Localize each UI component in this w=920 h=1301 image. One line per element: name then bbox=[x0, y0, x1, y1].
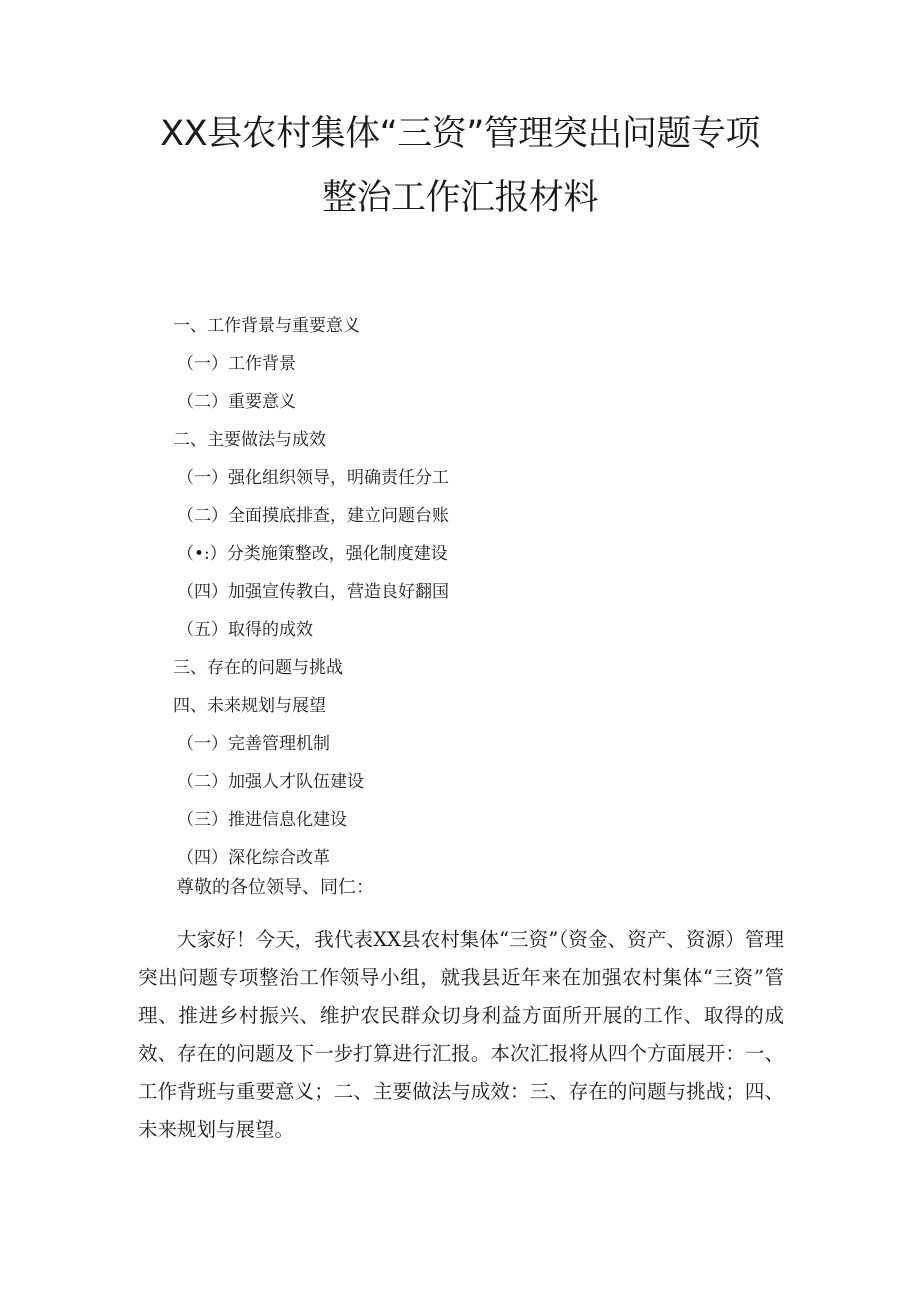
body-paragraph: 大家好！今天，我代表XX县农村集体“三资”（资金、资产、资源）管理突出问题专项整治工作领导小组，就我县近年来在加强农村集体“三资”管理、推进乡村振兴、维护农民群众切身利益方面所开展的工作、取得的成效、存在的问题及下一步打算进行汇报。本次汇报将从四个方面展开：一、工作背班与重要意义；二、主要做法与成效：三、存在的问题与挑战；四、未来规划与展望。 bbox=[138, 928, 784, 1141]
toc-subsection-item: （二）全面摸底排查，建立问题台账 bbox=[177, 506, 449, 526]
toc-subsection-item: （三）推进信息化建设 bbox=[177, 810, 347, 830]
toc-subsection-item: （•:）分类施策整改，强化制度建设 bbox=[177, 544, 448, 564]
toc-subsection-item: （四）加强宣传教白，营造良好翻国 bbox=[177, 582, 449, 602]
toc-subsection-item: （一）工作背景 bbox=[177, 354, 296, 374]
toc-subsection-item: （二）重要意义 bbox=[177, 392, 296, 412]
toc-subsection-item: （二）加强人才队伍建设 bbox=[177, 772, 364, 792]
toc-subsection-item: （四）深化综合改革 bbox=[177, 848, 330, 868]
toc-subsection-item: （一）强化组织领导，明确责任分工 bbox=[177, 468, 449, 488]
greeting-line: 尊敬的各位领导、同仁： bbox=[176, 877, 374, 898]
toc-section-heading: 四、未来规划与展望 bbox=[173, 696, 326, 716]
toc-section-heading: 三、存在的问题与挑战 bbox=[173, 658, 343, 678]
table-of-contents bbox=[173, 312, 449, 882]
toc-subsection-item: （一）完善管理机制 bbox=[177, 734, 330, 754]
document-title-line-2: 整治工作汇报材料 bbox=[321, 178, 598, 218]
document-title-line-1: XX县农村集体“三资”管理突出问题专项 bbox=[160, 114, 760, 154]
toc-section-heading: 一、工作背景与重要意义 bbox=[173, 316, 360, 336]
toc-subsection-item: （五）取得的成效 bbox=[177, 620, 313, 640]
toc-section-heading: 二、主要做法与成效 bbox=[173, 430, 326, 450]
